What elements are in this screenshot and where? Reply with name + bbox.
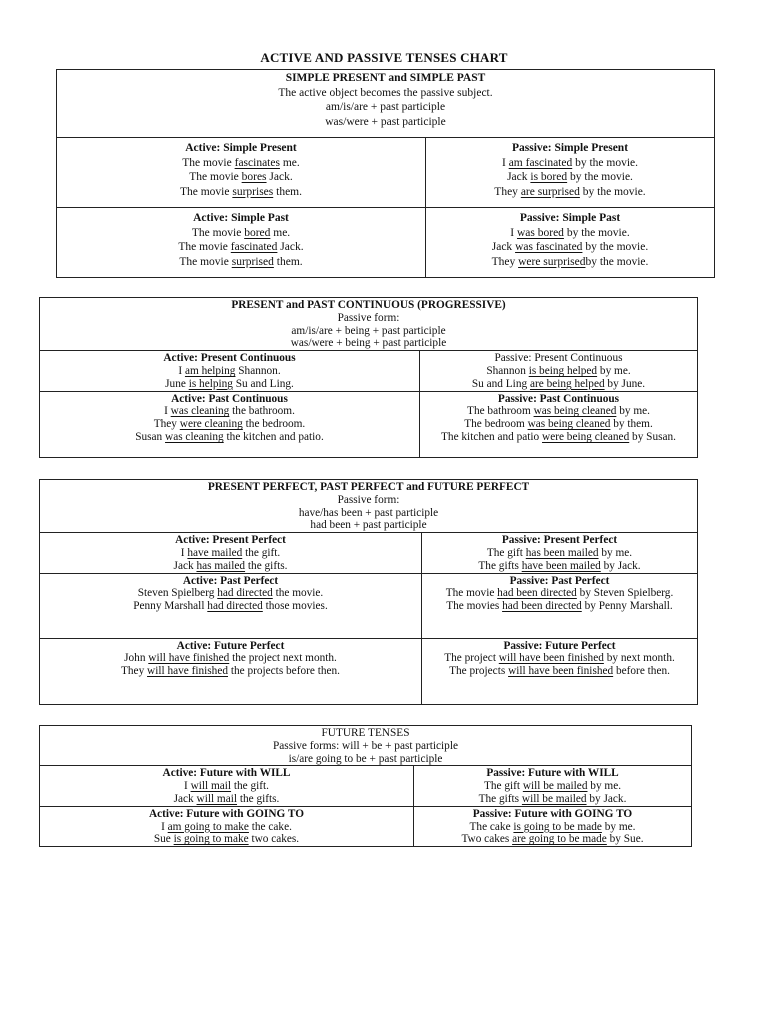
example-sentence: Steven Spielberg had directed the movie.	[137, 587, 324, 600]
active-cell	[40, 573, 422, 638]
example-sentence: The movie fascinated Jack.	[178, 241, 304, 254]
cell-heading: Passive: Future Perfect	[503, 639, 616, 652]
example-sentence: They will have finished the projects before then.	[121, 665, 340, 678]
example-sentence: The gifts will be mailed by Jack.	[478, 792, 627, 805]
example-sentence: Jack was fascinated by the movie.	[491, 241, 649, 254]
section-header	[40, 726, 692, 766]
cell-heading: Active: Simple Past	[193, 212, 289, 224]
section-perfect	[39, 479, 698, 705]
section-note: was/were + past participle	[325, 115, 446, 128]
section-note: Passive form:	[337, 311, 400, 324]
cell-heading: Active: Present Perfect	[175, 534, 286, 547]
section-heading: SIMPLE PRESENT and SIMPLE PAST	[285, 72, 486, 84]
active-cell	[40, 638, 422, 704]
active-cell	[57, 138, 426, 208]
section-heading: PRESENT and PAST CONTINUOUS (PROGRESSIVE)	[231, 299, 506, 311]
section-header	[40, 480, 698, 533]
section-note: am/is/are + being + past participle	[291, 324, 446, 337]
cell-heading: Active: Simple Present	[185, 142, 297, 154]
example-sentence: John will have finished the project next month.	[124, 652, 337, 665]
example-sentence: The movie fascinates me.	[182, 156, 300, 169]
example-sentence: Susan was cleaning the kitchen and patio.	[135, 430, 324, 443]
example-sentence: I was cleaning the bathroom.	[164, 405, 295, 418]
example-sentence: The gift will be mailed by me.	[483, 780, 622, 793]
cell-heading: Active: Present Continuous	[163, 352, 296, 365]
example-sentence: The bathroom was being cleaned by me.	[467, 405, 650, 418]
example-sentence: The movies had been directed by Penny Marshall.	[446, 600, 673, 613]
example-sentence: Jack has mailed the gifts.	[173, 559, 288, 572]
section-continuous	[39, 297, 698, 458]
cell-heading: Passive: Present Perfect	[501, 534, 618, 547]
active-cell	[40, 766, 414, 806]
passive-cell	[422, 573, 698, 638]
example-sentence: They are surprised by the movie.	[494, 185, 646, 198]
cell-heading: Active: Past Perfect	[182, 574, 279, 587]
example-sentence: Su and Ling are being helped by June.	[471, 377, 646, 390]
example-sentence: Sue is going to make two cakes.	[153, 833, 300, 846]
example-sentence: The bedroom was being cleaned by them.	[464, 418, 653, 431]
active-cell	[57, 208, 426, 278]
example-sentence: The gift has been mailed by me.	[486, 546, 633, 559]
section-note: is/are going to be + past participle	[288, 752, 443, 765]
section-header	[57, 70, 715, 138]
section-note: am/is/are + past participle	[325, 101, 446, 114]
passive-cell	[414, 806, 692, 846]
example-sentence: Jack is bored by the movie.	[507, 171, 633, 184]
section-note: have/has been + past participle	[298, 506, 439, 519]
example-sentence: The project will have been finished by next month.	[444, 652, 675, 665]
cell-heading: Passive: Present Continuous	[494, 352, 623, 365]
passive-cell	[414, 766, 692, 806]
example-sentence: The movie surprises them.	[179, 185, 302, 198]
section-note: Passive forms: will + be + past participle	[273, 739, 458, 752]
example-sentence: I am fascinated by the movie.	[501, 156, 639, 169]
cell-heading: Passive: Future with GOING TO	[472, 807, 633, 820]
cell-heading: Passive: Simple Present	[511, 142, 629, 154]
passive-cell	[426, 138, 715, 208]
passive-cell	[420, 351, 698, 391]
cell-heading: Passive: Past Perfect	[509, 574, 610, 587]
active-cell	[40, 391, 420, 457]
cell-heading: Passive: Simple Past	[519, 212, 621, 224]
example-sentence: Shannon is being helped by me.	[486, 364, 631, 377]
active-cell	[40, 806, 414, 846]
example-sentence: The movie bores Jack.	[189, 171, 293, 184]
example-sentence: I was bored by the movie.	[510, 226, 630, 239]
example-sentence: The kitchen and patio were being cleaned by Susan.	[441, 430, 676, 443]
example-sentence: They were surprisedby the movie.	[491, 255, 649, 268]
section-note: was/were + being + past participle	[290, 337, 447, 350]
cell-heading: Active: Future with GOING TO	[148, 807, 305, 820]
example-sentence: I will mail the gift.	[183, 780, 270, 793]
example-sentence: Jack will mail the gifts.	[173, 792, 280, 805]
passive-cell	[422, 533, 698, 573]
example-sentence: The movie bored me.	[191, 226, 291, 239]
section-heading: FUTURE TENSES	[321, 727, 410, 739]
cell-heading: Active: Past Continuous	[171, 392, 288, 405]
cell-heading: Active: Future with WILL	[162, 767, 291, 780]
cell-heading: Passive: Future with WILL	[486, 767, 619, 780]
example-sentence: The movie had been directed by Steven Spielberg.	[445, 587, 674, 600]
passive-cell	[422, 638, 698, 704]
example-sentence: Penny Marshall had directed those movies.	[133, 600, 328, 613]
example-sentence: I am going to make the cake.	[161, 820, 292, 833]
section-note: Passive form:	[337, 493, 400, 506]
active-cell	[40, 533, 422, 573]
section-heading: PRESENT PERFECT, PAST PERFECT and FUTURE PERFECT	[207, 481, 530, 493]
example-sentence: I have mailed the gift.	[180, 546, 281, 559]
section-note: The active object becomes the passive subject.	[278, 86, 493, 99]
cell-heading: Passive: Past Continuous	[497, 392, 620, 405]
passive-cell	[420, 391, 698, 457]
example-sentence: I am helping Shannon.	[178, 364, 281, 377]
example-sentence: June is helping Su and Ling.	[165, 377, 294, 390]
example-sentence: The projects will have been finished before then.	[449, 665, 670, 678]
cell-heading: Active: Future Perfect	[176, 639, 285, 652]
section-simple-present-past	[56, 69, 715, 278]
example-sentence: They were cleaning the bedroom.	[153, 418, 306, 431]
active-cell	[40, 351, 420, 391]
example-sentence: The cake is going to be made by me.	[469, 820, 636, 833]
passive-cell	[426, 208, 715, 278]
example-sentence: The movie surprised them.	[179, 255, 303, 268]
section-header	[40, 298, 698, 351]
example-sentence: The gifts have been mailed by Jack.	[478, 559, 641, 572]
section-note: had been + past participle	[310, 519, 427, 532]
section-future	[39, 725, 692, 847]
page-title: ACTIVE AND PASSIVE TENSES CHART	[260, 50, 508, 65]
example-sentence: Two cakes are going to be made by Sue.	[461, 833, 644, 846]
